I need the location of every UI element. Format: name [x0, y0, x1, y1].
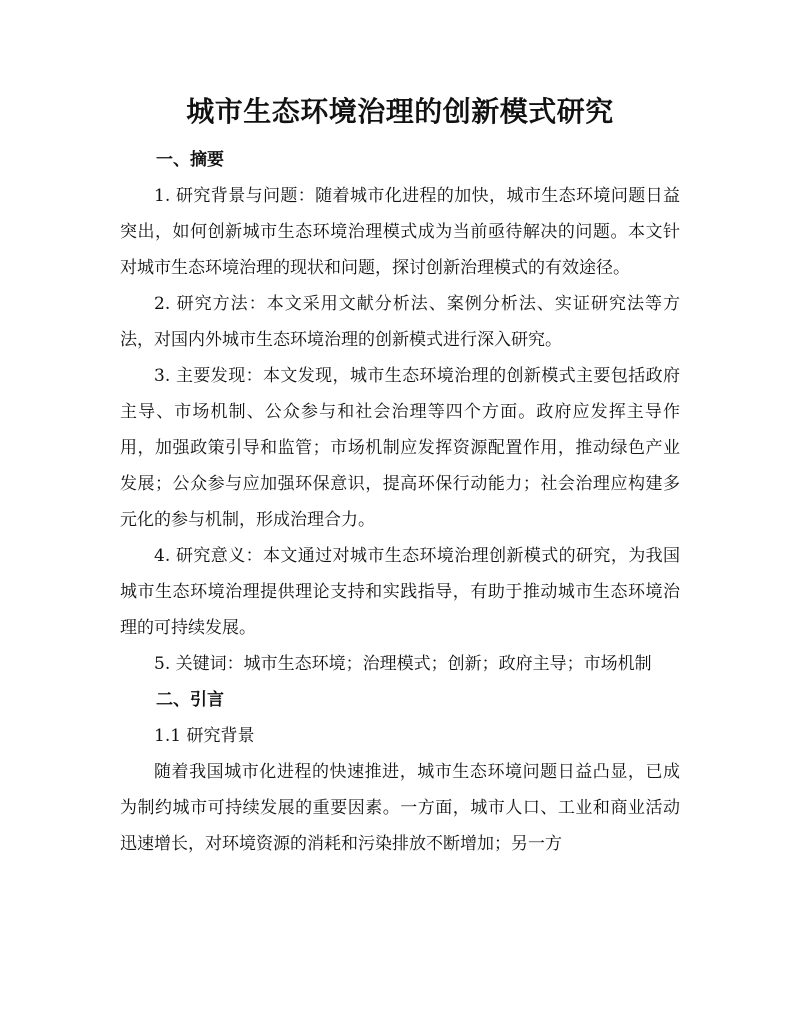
section-heading-abstract: 一、摘要: [156, 150, 224, 170]
introduction-paragraph: 随着我国城市化进程的快速推进，城市生态环境问题日益凸显，已成为制约城市可持续发展的重要因素。一方面，城市人口、工业和商业活动迅速增长，对环境资源的消耗和污染排放不断增加；另一方: [120, 762, 680, 854]
section-introduction: [120, 682, 680, 862]
section-heading-introduction: 二、引言: [156, 690, 224, 710]
subsection-heading-background: 1.1 研究背景: [154, 726, 255, 746]
abstract-paragraph-keywords: 5. 关键词：城市生态环境；治理模式；创新；政府主导；市场机制: [154, 654, 652, 674]
document-title: 城市生态环境治理的创新模式研究: [186, 95, 614, 128]
section-abstract: [120, 142, 680, 682]
abstract-paragraph-background: 1. 研究背景与问题：随着城市化进程的加快，城市生态环境问题日益突出，如何创新城市生态环境治理模式成为当前亟待解决的问题。本文针对城市生态环境治理的现状和问题，探讨创新治理模式的有效途径。: [120, 186, 680, 278]
abstract-paragraph-methods: 2. 研究方法：本文采用文献分析法、案例分析法、实证研究法等方法，对国内外城市生态环境治理的创新模式进行深入研究。: [120, 294, 680, 350]
abstract-paragraph-findings: 3. 主要发现：本文发现，城市生态环境治理的创新模式主要包括政府主导、市场机制、公众参与和社会治理等四个方面。政府应发挥主导作用，加强政策引导和监管；市场机制应发挥资源配置作用，推动绿色产业发展；公众参与应加强环保意识，提高环保行动能力；社会治理应构建多元化的参与机制，形成治理合力。: [120, 366, 680, 530]
abstract-paragraph-significance: 4. 研究意义：本文通过对城市生态环境治理创新模式的研究，为我国城市生态环境治理提供理论支持和实践指导，有助于推动城市生态环境治理的可持续发展。: [120, 546, 680, 638]
